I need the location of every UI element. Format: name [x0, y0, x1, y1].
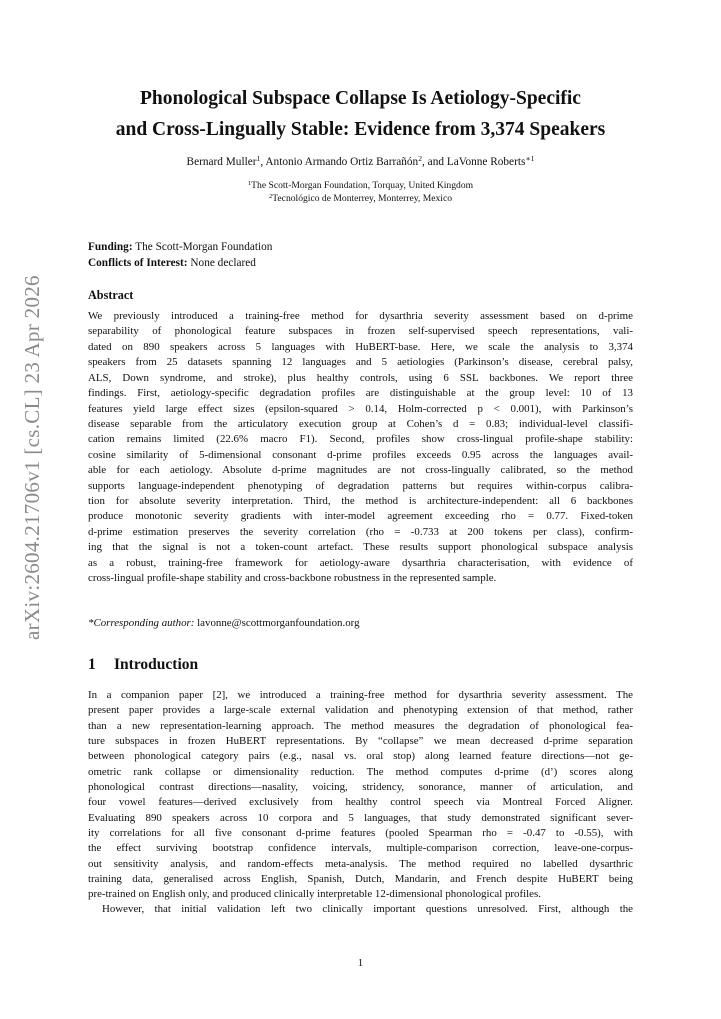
introduction-line: In a companion paper [2], we introduced a training-free method for dysarthria severity assessment. The — [88, 689, 633, 701]
affiliation-mark: 2 — [418, 154, 423, 164]
abstract-line: ing that the signal is not a token-count artefact. These results support phonological subspace analysis — [88, 541, 633, 554]
abstract-line: as a robust, training-free framework for aetiology-aware dysarthria characterisation, with evidence of — [88, 556, 633, 569]
abstract-line: findings. First, aetiology-specific degradation profiles are distinguishable at the group level: 10 of 13 — [88, 387, 633, 400]
abstract-line: ALS, Down syndrome, and stroke), plus healthy controls, using 6 SSL backbones. We report three — [88, 371, 633, 384]
section-number: 1 — [88, 656, 96, 673]
conflicts-value: None declared — [190, 257, 256, 269]
introduction-line: training data, generalised across English, Spanish, Dutch, Mandarin, and French despite HuBERT being — [88, 872, 633, 885]
introduction-line: ture subspaces in frozen HuBERT representations. By “collapse” we mean decreased d-prime separation — [88, 734, 633, 747]
abstract-line: cation remains limited (22.6% macro F1). Second, profiles show cross-lingual profile-shape stability: — [88, 433, 633, 446]
section-heading-introduction — [88, 656, 198, 674]
affiliation-mark: 2 — [268, 192, 273, 200]
introduction-line: Evaluating 890 speakers across 10 corpora and 5 languages, that study demonstrated significant sever- — [88, 811, 633, 824]
corresponding-author — [88, 617, 360, 629]
abstract-line: features yield large effect sizes (epsilon-squared > 0.14, Holm-corrected p < 0.001), with Parkinson’s — [88, 402, 633, 415]
affiliation-line — [90, 192, 631, 205]
abstract-line: speakers from 25 datasets spanning 12 languages and 5 aetiologies (Parkinson’s disease, cerebral palsy, — [88, 356, 633, 369]
affiliation-mark: 1 — [247, 179, 252, 187]
affiliation-mark: 1 — [256, 154, 261, 164]
abstract-line: disease separable from the articulatory execution group at Cohen’s d = 0.83; individual-level classifi- — [88, 417, 633, 430]
abstract-line: able for each aetiology. Absolute d-prime magnitudes are not cross-lingually calibrated, so the method — [88, 464, 633, 477]
abstract-line: tion for absolute severity interpretation. Third, the method is architecture-independent: all 6 backbones — [88, 495, 633, 508]
conflicts-line — [88, 255, 272, 271]
corresponding-label: *Corresponding author: — [88, 617, 195, 629]
funding-line — [88, 239, 272, 255]
abstract-line: separability of phonological feature subspaces in frozen self-supervised speech representations, vali- — [88, 325, 633, 338]
introduction-line: than a new representation-learning approach. The method measures the degradation of phonological fea- — [88, 719, 633, 732]
author-name: Antonio Armando Ortiz Barrañón — [265, 156, 419, 168]
arxiv-identifier-stamp: arXiv:2604.21706v1 [cs.CL] 23 Apr 2026 — [20, 275, 44, 640]
abstract-line: We previously introduced a training-free method for dysarthria severity assessment based on d-prime — [88, 310, 633, 322]
title-line-1: Phonological Subspace Collapse Is Aetiology-Specific — [140, 88, 581, 109]
author-list: Bernard Muller$^1$, Antonio Armando Ortiz Barrañón$^2$, and LaVonne Roberts$^{∗1}$ — [186, 154, 535, 168]
affiliation-mark: ∗1 — [525, 154, 535, 164]
abstract-line: d-prime estimation preserves the severity correlation (rho = -0.733 at 200 tokens per class), confirm- — [88, 525, 633, 538]
introduction-line: However, that initial validation left two clinically important questions unresolved. First, although the — [102, 903, 633, 916]
introduction-line: out sensitivity analysis, and random-effects meta-analysis. The method required no labelled dysarthric — [88, 857, 633, 870]
abstract-line: produce monotonic severity gradients with inter-model agreement exceeding rho = 0.77. Fixed-token — [88, 510, 633, 523]
title-line-2: and Cross-Lingually Stable: Evidence from 3,374 Speakers — [115, 119, 606, 140]
abstract-line: cross-lingual profile-shape stability and cross-backbone robustness in the represented sample. — [88, 572, 497, 585]
funding-value: The Scott-Morgan Foundation — [135, 241, 273, 253]
introduction-line: ometric rank collapse or dimensionality reduction. The method computes d-prime (d’) scores along — [88, 765, 633, 778]
funding-label: Funding: — [88, 241, 133, 253]
affiliation-list — [90, 179, 631, 205]
author-name: Bernard Muller — [186, 156, 257, 168]
introduction-line: ity correlations for all five consonant d-prime features (pooled Spearman rho = -0.47 to -0.55), with — [88, 826, 633, 839]
introduction-line: the effect surviving bootstrap confidence intervals, multiple-comparison correction, leave-one-corpus- — [88, 842, 633, 855]
abstract-line: dated on 890 speakers across 5 languages with HuBERT-base. Here, we scale the analysis to 3,374 — [88, 340, 633, 353]
section-title: Introduction — [114, 656, 199, 673]
abstract-line: supports language-independent phenotyping of degradation patterns but requires within-corpus calibra- — [88, 479, 633, 492]
introduction-line: present paper provides a large-scale external validation and phenotyping extension of that method, rather — [88, 704, 633, 717]
funding-and-conflicts — [88, 239, 272, 271]
introduction-line: pre-trained on English only, and produced clinically interpretable 12-dimensional phonological profiles. — [88, 888, 541, 901]
author-name: LaVonne Roberts — [446, 156, 526, 168]
corresponding-email[interactable]: lavonne@scottmorganfoundation.org — [197, 617, 360, 629]
conflicts-label: Conflicts of Interest: — [88, 257, 188, 269]
page-number: 1 — [357, 957, 364, 969]
affiliation-text: The Scott-Morgan Foundation, Torquay, United Kingdom — [251, 180, 474, 191]
affiliation-text: Tecnológico de Monterrey, Monterrey, Mexico — [272, 193, 453, 204]
paper-title — [90, 83, 631, 145]
introduction-line: between phonological category pairs (e.g., nasal vs. oral stop) along learned feature directions—not ge- — [88, 750, 633, 763]
abstract-heading: Abstract — [88, 288, 134, 302]
affiliation-line — [90, 179, 631, 192]
abstract-line: cosine similarity of 5-dimensional consonant d-prime profiles exceeds 0.95 across the languages avail- — [88, 448, 633, 461]
introduction-line: phonological contrast directions—nasality, voicing, stridency, sonorance, manner of articulation, and — [88, 780, 633, 793]
introduction-line: four vowel features—derived exclusively from healthy control speech via Montreal Forced Aligner. — [88, 796, 633, 809]
